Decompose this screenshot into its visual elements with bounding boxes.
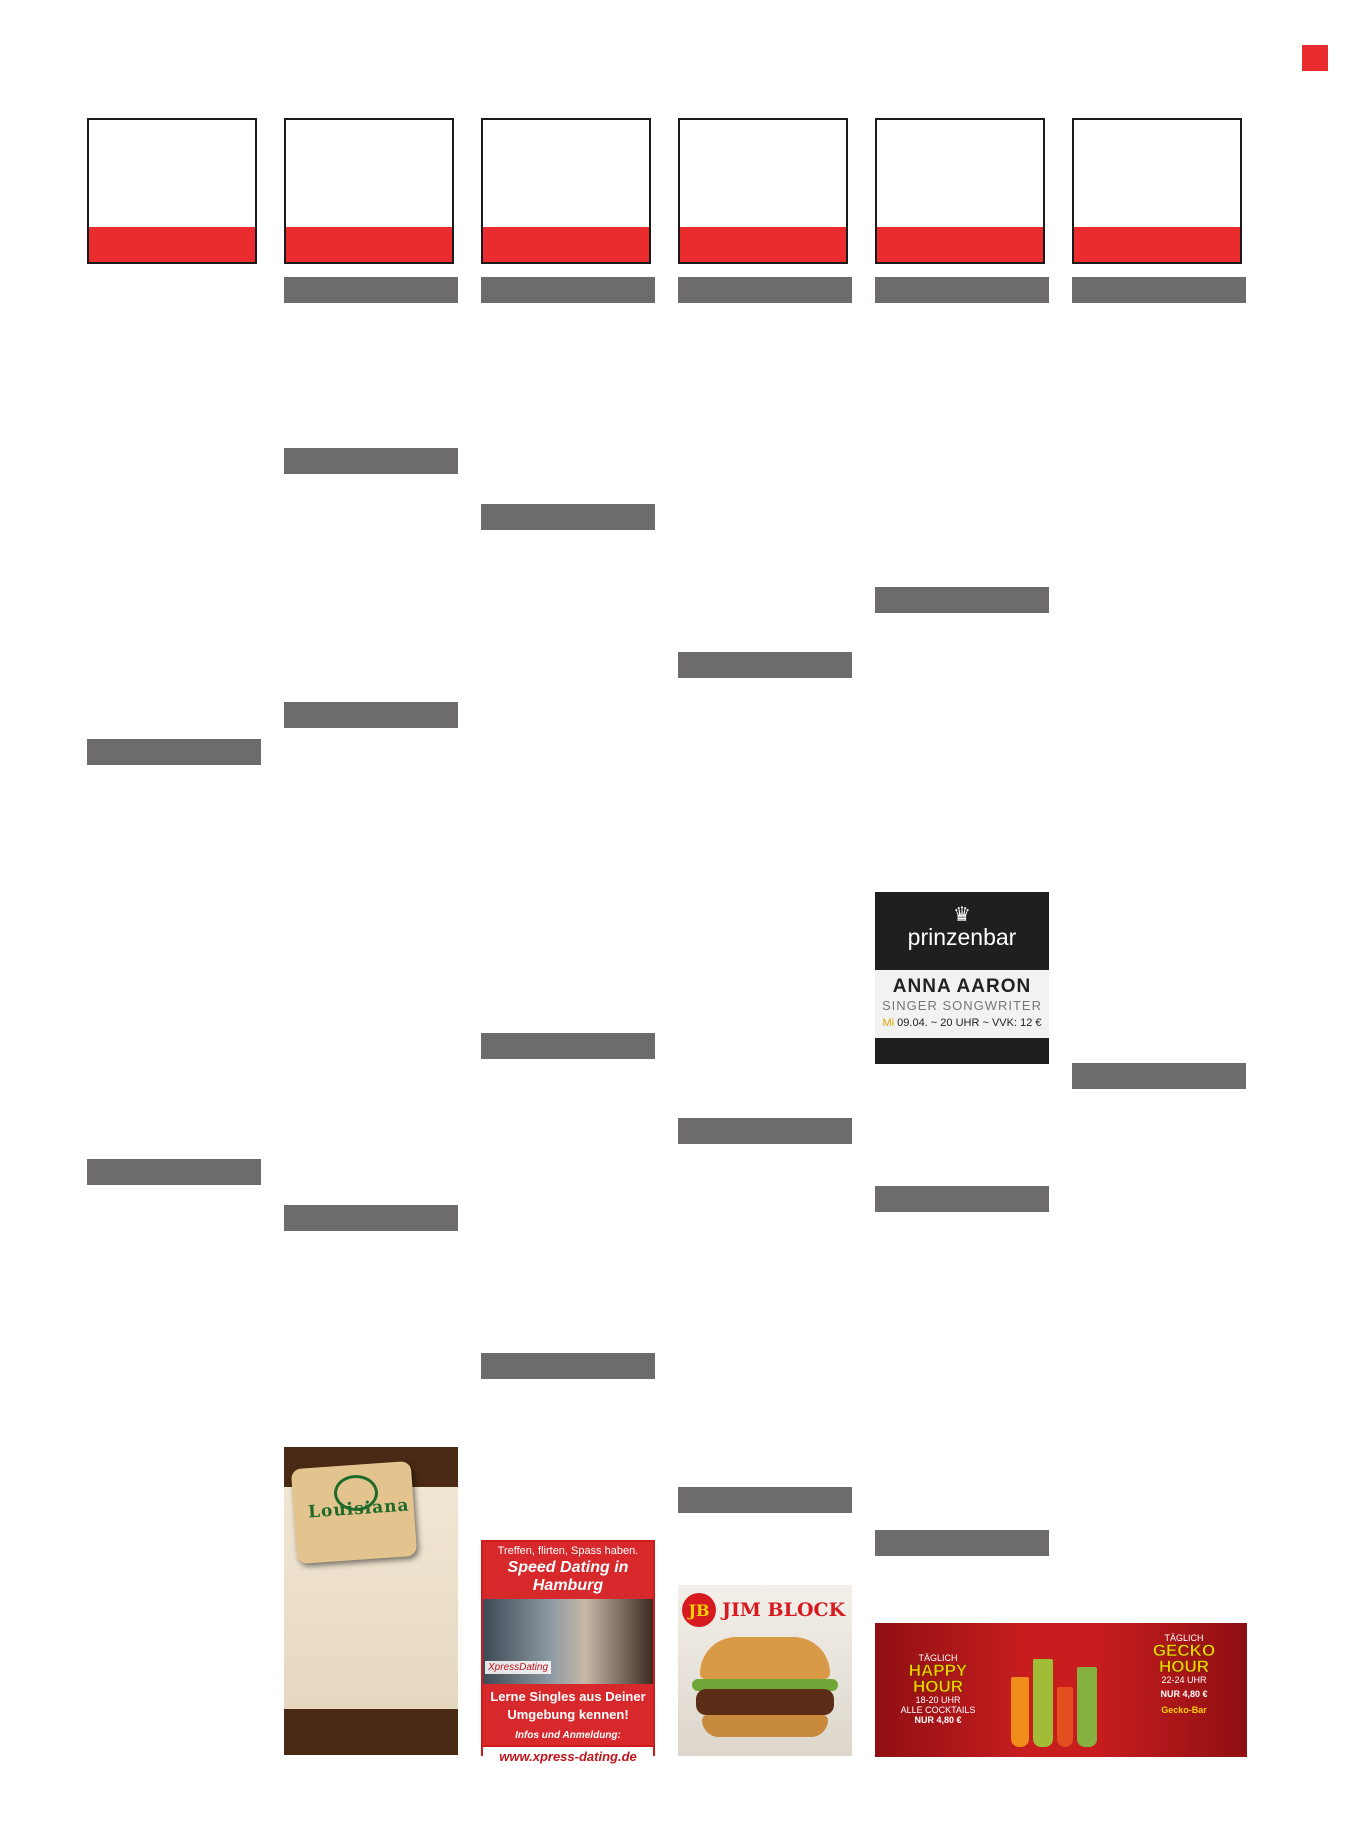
section-bar xyxy=(87,1159,261,1185)
event-panel xyxy=(875,970,1049,1038)
day-box-1 xyxy=(87,118,257,264)
section-bar xyxy=(481,504,655,530)
crown-icon: ♛ xyxy=(953,904,971,926)
section-bar xyxy=(1072,1063,1246,1089)
corner-marker xyxy=(1302,45,1328,71)
section-bar xyxy=(284,702,458,728)
louisiana-ad[interactable] xyxy=(284,1447,458,1755)
gecko-bar-logo: Gecko-Bar xyxy=(1161,1705,1207,1715)
artist-genre: SINGER SONGWRITER xyxy=(881,998,1042,1013)
happy-hour-price: NUR 4,80 € xyxy=(914,1715,962,1725)
gecko-bar-ad[interactable] xyxy=(875,1623,1247,1757)
happy-hour-offer: ALLE COCKTAILS xyxy=(900,1705,976,1715)
gecko-hour-title: GECKO HOUR xyxy=(1152,1641,1216,1676)
section-bar xyxy=(87,739,261,765)
section-bar xyxy=(481,1353,655,1379)
jim-block-ad[interactable] xyxy=(678,1585,852,1756)
burger-icon xyxy=(700,1637,830,1679)
happy-hour-time: 18-20 UHR xyxy=(915,1695,961,1705)
gecko-hour-label: TÄGLICH xyxy=(1164,1633,1204,1643)
burger-patty xyxy=(696,1689,834,1715)
section-bar xyxy=(481,1033,655,1059)
speed-dating-headline: Speed Dating in Hamburg xyxy=(483,1557,653,1599)
couple-photo xyxy=(483,1599,653,1684)
speed-dating-info: Infos und Anmeldung: xyxy=(483,1728,653,1745)
column-bar xyxy=(284,277,458,303)
louisiana-logo: Louisiana xyxy=(307,1495,411,1523)
day-box-3 xyxy=(481,118,651,264)
event-day: Mi xyxy=(882,1017,895,1029)
speed-dating-url[interactable]: www.xpress-dating.de xyxy=(483,1745,653,1766)
section-bar xyxy=(678,1487,852,1513)
section-bar xyxy=(678,1118,852,1144)
section-bar xyxy=(875,1186,1049,1212)
happy-hour-label: TÄGLICH xyxy=(918,1653,958,1663)
prinzenbar-logo: prinzenbar xyxy=(907,924,1017,950)
event-date: 09.04. ~ 20 UHR ~ VVK: 12 € xyxy=(897,1017,1042,1029)
day-box-5 xyxy=(875,118,1045,264)
section-bar xyxy=(678,652,852,678)
jb-logo-icon: JB xyxy=(682,1593,716,1627)
column-bar xyxy=(678,277,852,303)
column-bar xyxy=(875,277,1049,303)
column-bar xyxy=(1072,277,1246,303)
gecko-hour-price: NUR 4,80 € xyxy=(1160,1689,1208,1699)
artist-name: ANNA AARON xyxy=(892,976,1032,997)
happy-hour-title: HAPPY HOUR xyxy=(908,1661,968,1696)
happy-hour-block xyxy=(883,1653,993,1725)
xpress-dating-logo: XpressDating xyxy=(485,1661,551,1674)
event-details xyxy=(875,1017,1049,1029)
section-bar xyxy=(875,1530,1049,1556)
column-bar xyxy=(481,277,655,303)
section-bar xyxy=(284,448,458,474)
jim-block-logo xyxy=(682,1593,845,1627)
day-box-2 xyxy=(284,118,454,264)
gecko-hour-time: 22-24 UHR xyxy=(1161,1675,1207,1685)
jim-block-name: JIM BLOCK xyxy=(722,1599,846,1621)
speed-dating-body: Lerne Singles aus Deiner Umgebung kennen! xyxy=(483,1684,653,1728)
day-box-4 xyxy=(678,118,848,264)
speed-dating-ad[interactable] xyxy=(481,1540,655,1764)
cocktails-icon xyxy=(1003,1643,1111,1753)
speed-dating-tagline: Treffen, flirten, Spass haben. xyxy=(483,1542,653,1557)
burger-bun xyxy=(702,1715,828,1737)
section-bar xyxy=(284,1205,458,1231)
day-box-6 xyxy=(1072,118,1242,264)
section-bar xyxy=(875,587,1049,613)
prinzenbar-ad[interactable] xyxy=(875,892,1049,1064)
gecko-hour-block xyxy=(1129,1633,1239,1715)
